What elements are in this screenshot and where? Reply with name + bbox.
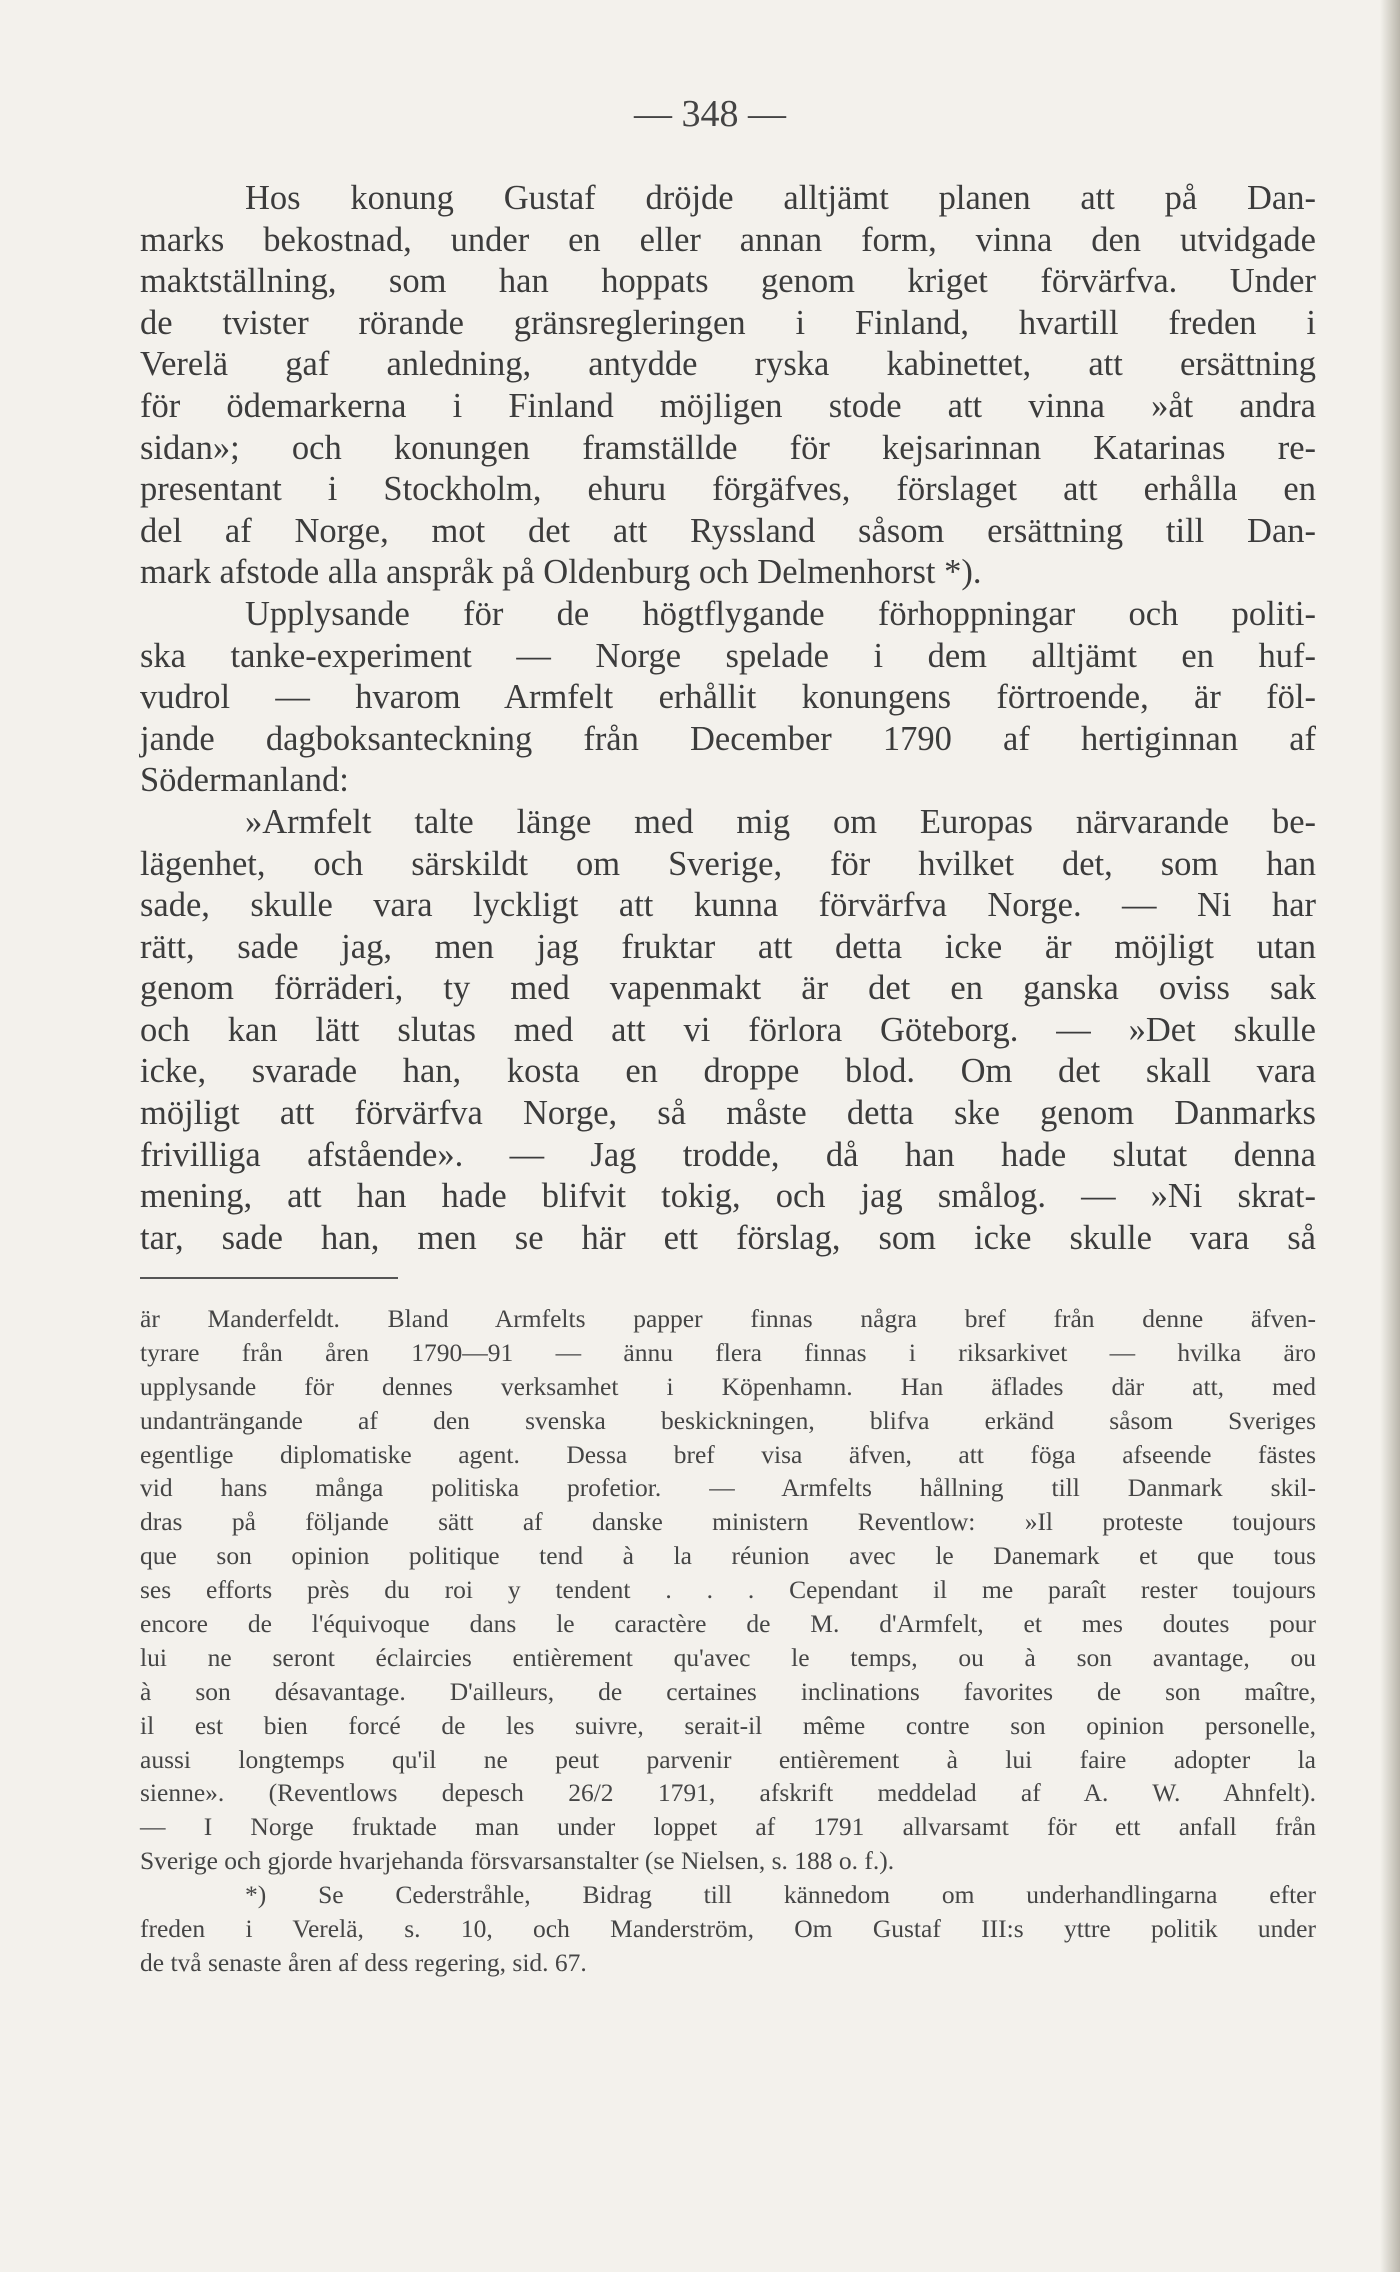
text-line: Upplysande för de högtflygande förhoppningar och politi- xyxy=(245,594,1316,633)
text-line: lägenhet, och särskildt om Sverige, för hvilket det, som han xyxy=(140,844,1316,883)
footnote-line: — I Norge fruktade man under loppet af 1791 allvarsamt för ett anfall från xyxy=(140,1812,1316,1842)
main-text xyxy=(140,178,1316,1259)
text-line: del af Norge, mot det att Ryssland såsom ersättning till Dan- xyxy=(140,511,1316,550)
text-line: möjligt att förvärfva Norge, så måste detta ske genom Danmarks xyxy=(140,1094,1316,1133)
text-line: Verelä gaf anledning, antydde ryska kabinettet, att ersättning xyxy=(140,345,1316,384)
page-edge-shadow xyxy=(1380,0,1400,2272)
footnote-line: Sverige och gjorde hvarjehanda försvarsanstalter (se Nielsen, s. 188 o. f.). xyxy=(140,1846,895,1876)
text-line: tar, sade han, men se här ett förslag, som icke skulle vara så xyxy=(140,1218,1316,1257)
footnote-line: il est bien forcé de les suivre, serait-il même contre son opinion personelle, xyxy=(140,1710,1316,1740)
text-line: frivilliga afstående». — Jag trodde, då han hade slutat denna xyxy=(140,1135,1316,1174)
text-line: sidan»; och konungen framställde för kejsarinnan Katarinas re- xyxy=(140,428,1316,467)
text-line: Södermanland: xyxy=(140,761,349,800)
footnote-line: encore de l'équivoque dans le caractère de M. d'Armfelt, et mes doutes pour xyxy=(140,1609,1316,1639)
footnote-line: tyrare från åren 1790—91 — ännu flera finnas i riksarkivet — hvilka äro xyxy=(140,1337,1316,1367)
text-line: för ödemarkerna i Finland möjligen stode att vinna »åt andra xyxy=(140,386,1316,425)
footnote-line: ses efforts près du roi y tendent . . . Cependant il me paraît rester toujours xyxy=(140,1575,1316,1605)
text-line: ska tanke-experiment — Norge spelade i dem alltjämt en huf- xyxy=(140,636,1316,675)
text-line: rätt, sade jag, men jag fruktar att detta icke är möjligt utan xyxy=(140,927,1316,966)
footnote-line: är Manderfeldt. Bland Armfelts papper finnas några bref från denne äfven- xyxy=(140,1304,1316,1333)
footnote-line: aussi longtemps qu'il ne peut parvenir entièrement à lui faire adopter la xyxy=(140,1744,1316,1774)
text-line: maktställning, som han hoppats genom kriget förvärfva. Under xyxy=(140,262,1316,301)
text-line: mark afstode alla anspråk på Oldenburg och Delmenhorst *). xyxy=(140,553,982,592)
footnote-line: que son opinion politique tend à la réunion avec le Danemark et que tous xyxy=(140,1541,1316,1571)
footnote-divider xyxy=(140,1277,398,1279)
text-line: de tvister rörande gränsregleringen i Finland, hvartill freden i xyxy=(140,303,1316,342)
text-line: marks bekostnad, under en eller annan form, vinna den utvidgade xyxy=(140,220,1316,259)
footnote-line: dras på följande sätt af danske ministern Reventlow: »Il proteste toujours xyxy=(140,1507,1316,1537)
footnote-line: egentlige diplomatiske agent. Dessa bref visa äfven, att föga afseende fästes xyxy=(140,1439,1316,1469)
text-line: jande dagboksanteckning från December 1790 af hertiginnan af xyxy=(140,719,1316,758)
footnote-line: sienne». (Reventlows depesch 26/2 1791, afskrift meddelad af A. W. Ahnfelt). xyxy=(140,1778,1316,1808)
page-number: — 348 — xyxy=(634,93,786,135)
text-line: presentant i Stockholm, ehuru förgäfves, förslaget att erhålla en xyxy=(140,470,1316,509)
footnote-line: à son désavantage. D'ailleurs, de certaines inclinations favorites de son maître, xyxy=(140,1676,1316,1706)
text-line: mening, att han hade blifvit tokig, och jag smålog. — »Ni skrat- xyxy=(140,1177,1316,1216)
text-line: »Armfelt talte länge med mig om Europas närvarande be- xyxy=(245,802,1316,841)
footnote-line: freden i Verelä, s. 10, och Manderström, Om Gustaf III:s yttre politik under xyxy=(140,1914,1316,1944)
footnotes xyxy=(140,1302,1316,1980)
text-line: sade, skulle vara lyckligt att kunna förvärfva Norge. — Ni har xyxy=(140,886,1316,925)
footnote-line: *) Se Cederstråhle, Bidrag till kännedom om underhandlingarna efter xyxy=(245,1880,1316,1910)
footnote-line: undanträngande af den svenska beskickningen, blifva erkänd såsom Sveriges xyxy=(140,1405,1316,1435)
text-line: genom förräderi, ty med vapenmakt är det en ganska oviss sak xyxy=(140,969,1316,1008)
footnote-line: de två senaste åren af dess regering, sid. 67. xyxy=(140,1947,587,1977)
text-line: och kan lätt slutas med att vi förlora Göteborg. — »Det skulle xyxy=(140,1010,1316,1049)
text-line: vudrol — hvarom Armfelt erhållit konungens förtroende, är föl- xyxy=(140,678,1316,717)
footnote-line: vid hans många politiska profetior. — Armfelts hållning till Danmark skil- xyxy=(140,1473,1316,1503)
footnote-line: lui ne seront éclaircies entièrement qu'avec le temps, ou à son avantage, ou xyxy=(140,1642,1316,1672)
text-line: Hos konung Gustaf dröjde alltjämt planen att på Dan- xyxy=(245,179,1316,217)
text-line: icke, svarade han, kosta en droppe blod. Om det skall vara xyxy=(140,1052,1316,1091)
footnote-line: upplysande för dennes verksamhet i Köpenhamn. Han äflades där att, med xyxy=(140,1371,1316,1401)
